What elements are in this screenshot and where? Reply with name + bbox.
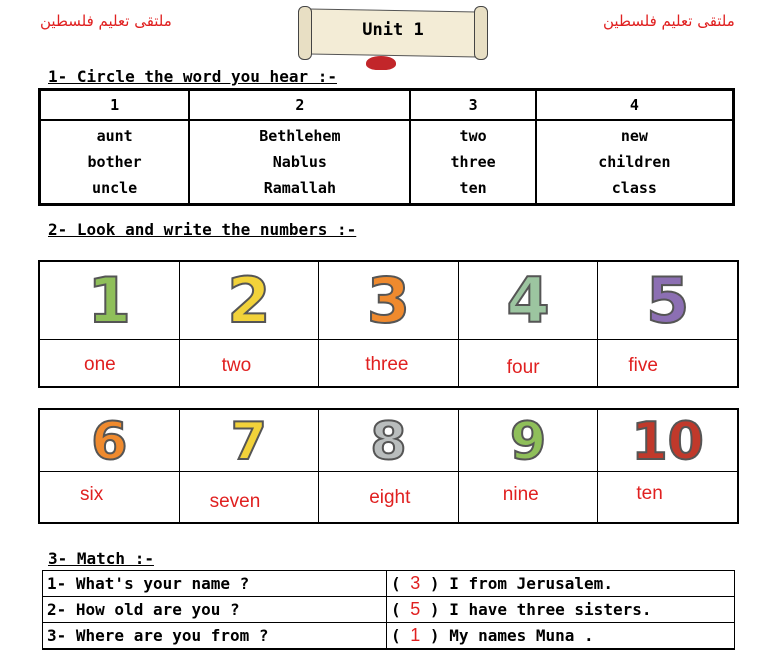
answer-cell[interactable] <box>319 472 459 522</box>
col-header: 3 <box>410 90 535 120</box>
word[interactable]: Nablus <box>272 153 327 171</box>
word[interactable]: Ramallah <box>263 179 336 197</box>
number-seven-icon: 7 <box>230 412 267 472</box>
section2-heading: 2- Look and write the numbers :- <box>48 220 357 239</box>
digit-cell <box>459 410 599 472</box>
number-six-icon: 6 <box>91 412 128 472</box>
number-nine-icon: 9 <box>509 412 547 472</box>
digit-cell <box>40 410 180 472</box>
word-cell <box>40 120 189 204</box>
header-right-text: ملتقى تعليم فلسطين <box>603 12 735 30</box>
word[interactable]: two <box>459 127 487 145</box>
match-table <box>42 570 735 650</box>
word-cell <box>189 120 410 204</box>
col-header: 4 <box>536 90 733 120</box>
number-two-icon: 2 <box>227 264 271 337</box>
question: 2- How old are you ? <box>43 597 387 623</box>
number-three-icon: 3 <box>366 264 411 337</box>
question: 1- What's your name ? <box>43 571 387 597</box>
word[interactable]: aunt <box>96 127 133 145</box>
answer-text: I have three sisters. <box>449 600 652 619</box>
col-header: 2 <box>189 90 410 120</box>
answer-word: three <box>365 354 409 375</box>
answer-number[interactable]: 1 <box>410 625 421 645</box>
answer-cell[interactable] <box>40 472 180 522</box>
page-title: Unit 1 <box>362 20 424 40</box>
numbers-grid-2 <box>38 408 739 524</box>
answer-word: two <box>221 355 252 376</box>
digit-cell <box>180 410 320 472</box>
table-row <box>43 623 734 649</box>
digit-cell <box>459 262 599 340</box>
answer-number[interactable]: 5 <box>410 599 421 619</box>
answer-word: four <box>506 357 540 378</box>
answer-cell[interactable] <box>180 340 320 386</box>
answer-cell[interactable] <box>459 340 599 386</box>
number-ten-icon: 10 <box>631 412 704 472</box>
section1-heading: 1- Circle the word you hear :- <box>48 67 337 86</box>
answer-word: ten <box>636 483 663 504</box>
word-table <box>38 88 735 206</box>
number-one-icon: 1 <box>87 264 131 337</box>
answer-cell[interactable] <box>459 472 599 522</box>
word-cell <box>410 120 535 204</box>
number-four-icon: 4 <box>506 264 550 337</box>
answer-number[interactable]: 3 <box>410 573 421 593</box>
answer-cell[interactable] <box>598 472 737 522</box>
digit-cell <box>319 262 459 340</box>
header-left-text: ملتقى تعليم فلسطين <box>40 12 172 30</box>
answer-word: six <box>80 484 104 505</box>
question: 3- Where are you from ? <box>43 623 387 649</box>
word[interactable]: children <box>598 153 671 171</box>
digit-cell <box>598 262 737 340</box>
answer-text: My names Muna . <box>449 626 594 645</box>
word[interactable]: class <box>611 179 657 197</box>
section3-heading: 3- Match :- <box>48 549 154 568</box>
word[interactable]: new <box>620 127 648 145</box>
word[interactable]: three <box>450 153 496 171</box>
table-row <box>43 597 734 623</box>
quill-icon <box>366 56 396 70</box>
number-eight-icon: 8 <box>370 412 407 472</box>
answer-cell[interactable] <box>40 340 180 386</box>
answer-word: eight <box>369 487 411 508</box>
word[interactable]: Bethlehem <box>259 127 341 145</box>
digit-cell <box>40 262 180 340</box>
answer-cell[interactable] <box>180 472 320 522</box>
word[interactable]: ten <box>459 179 487 197</box>
digit-cell <box>180 262 320 340</box>
col-header: 1 <box>40 90 189 120</box>
answer-cell[interactable] <box>598 340 737 386</box>
title-scroll <box>298 6 488 62</box>
answer-cell[interactable]: ( 5 ) I have three sisters. <box>387 597 734 623</box>
answer-cell[interactable]: ( 1 ) My names Muna . <box>387 623 734 649</box>
word-cell <box>536 120 733 204</box>
answer-cell[interactable]: ( 3 ) I from Jerusalem. <box>387 571 734 597</box>
answer-word: one <box>84 354 116 375</box>
answer-word: nine <box>502 484 539 505</box>
word[interactable]: bother <box>87 153 142 171</box>
word[interactable]: uncle <box>92 179 138 197</box>
digit-cell <box>598 410 737 472</box>
answer-word: seven <box>209 491 261 512</box>
table-row <box>43 571 734 597</box>
numbers-grid-1 <box>38 260 739 388</box>
answer-text: I from Jerusalem. <box>449 574 613 593</box>
answer-cell[interactable] <box>319 340 459 386</box>
digit-cell <box>319 410 459 472</box>
number-five-icon: 5 <box>646 264 690 337</box>
answer-word: five <box>628 355 658 376</box>
